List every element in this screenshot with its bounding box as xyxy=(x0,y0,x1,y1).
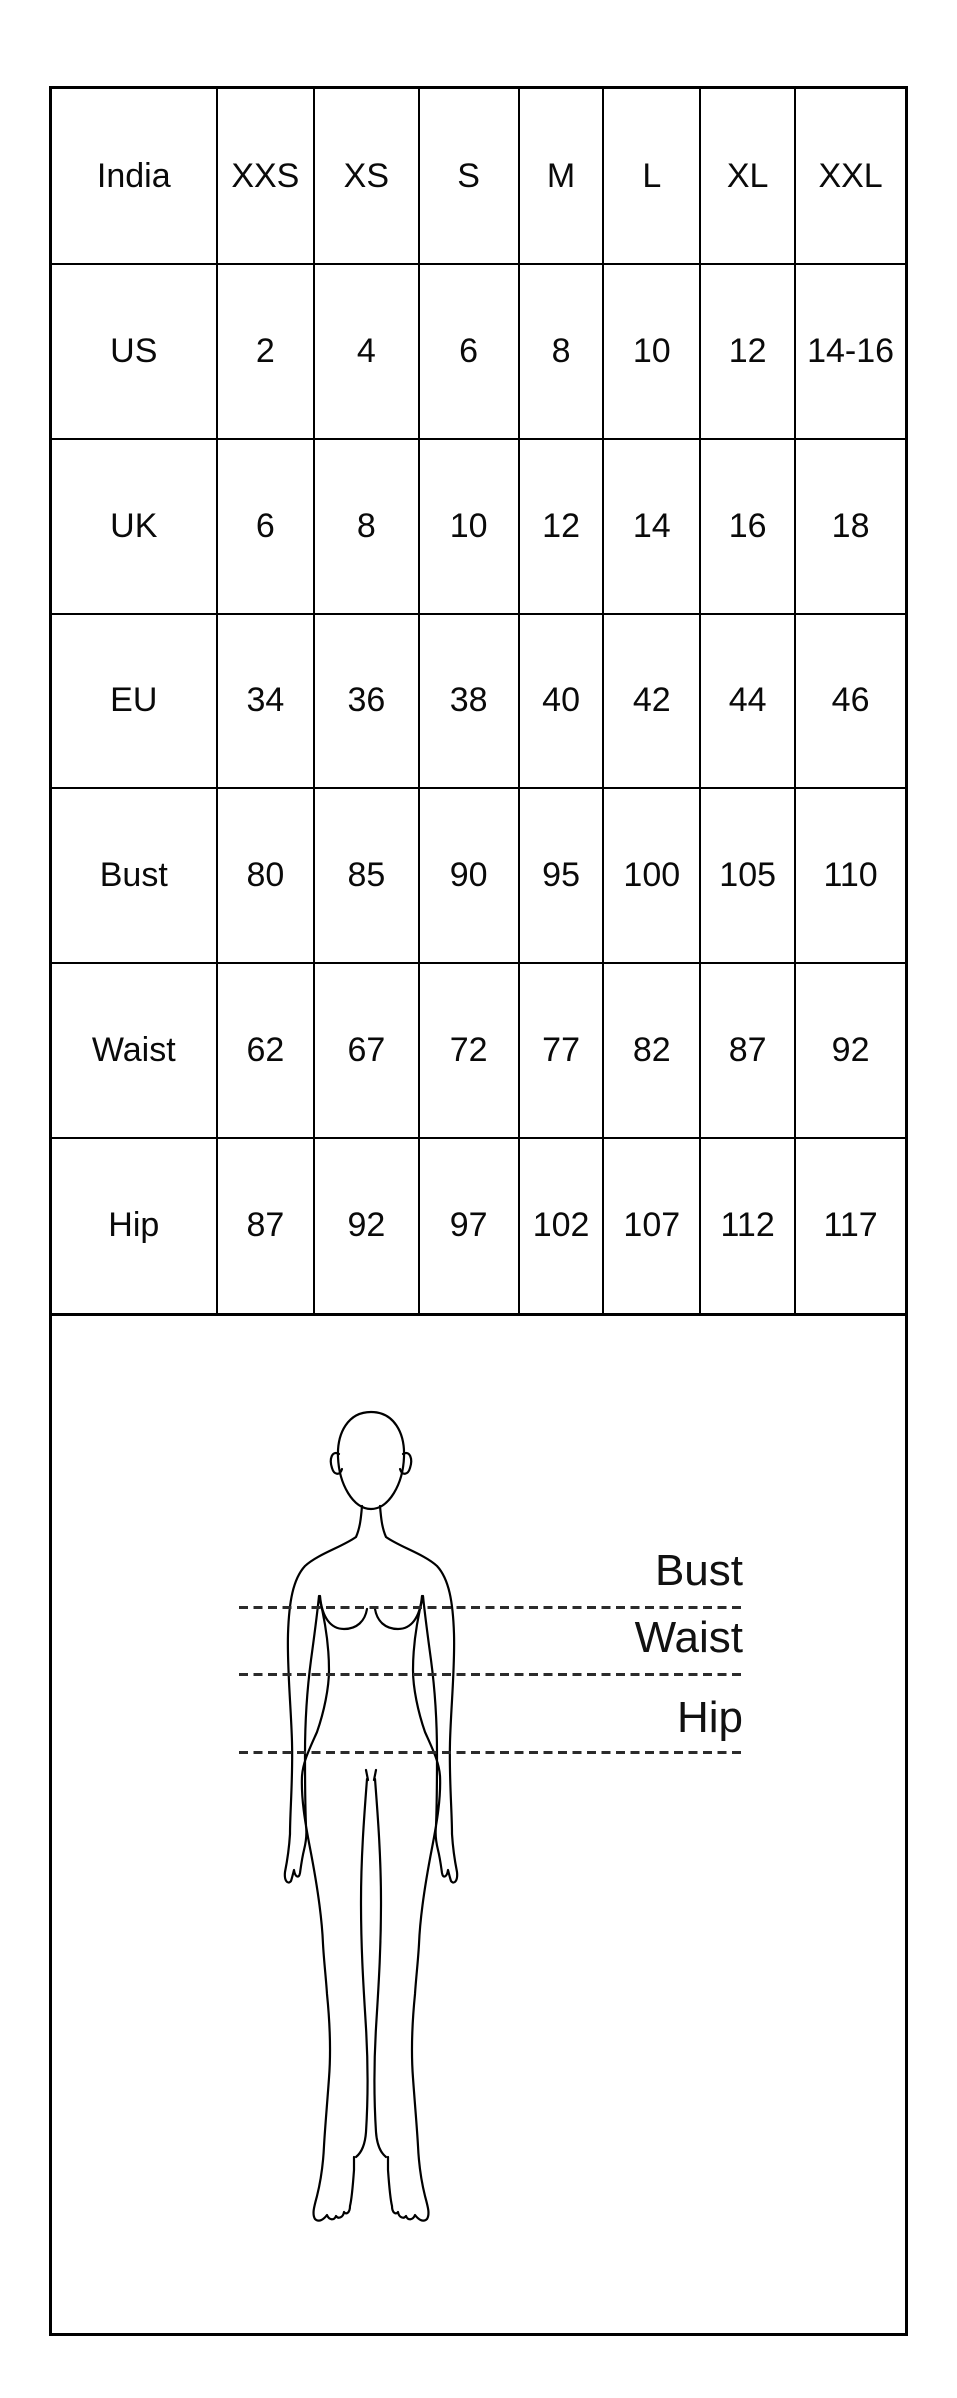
size-cell: 6 xyxy=(419,264,519,439)
size-cell: 92 xyxy=(314,1138,418,1315)
hip-measure-line xyxy=(239,1751,744,1754)
size-cell: 42 xyxy=(603,614,700,789)
header-cell-size: XXS xyxy=(217,88,315,265)
size-cell: 12 xyxy=(519,439,604,614)
header-cell-size: L xyxy=(603,88,700,265)
table-row-header xyxy=(51,88,907,265)
size-cell: 6 xyxy=(217,439,315,614)
size-cell: 10 xyxy=(603,264,700,439)
measurement-diagram xyxy=(49,1316,908,2336)
size-cell: 62 xyxy=(217,963,315,1138)
size-cell: 4 xyxy=(314,264,418,439)
size-cell: 46 xyxy=(795,614,906,789)
size-cell: 87 xyxy=(700,963,795,1138)
row-label: EU xyxy=(51,614,217,789)
size-cell: 97 xyxy=(419,1138,519,1315)
table-row-us xyxy=(51,264,907,439)
header-cell-size: M xyxy=(519,88,604,265)
female-body-outline-illustration xyxy=(276,1406,466,2236)
header-cell-size: XS xyxy=(314,88,418,265)
size-cell: 67 xyxy=(314,963,418,1138)
size-cell: 18 xyxy=(795,439,906,614)
size-cell: 2 xyxy=(217,264,315,439)
size-cell: 82 xyxy=(603,963,700,1138)
size-cell: 107 xyxy=(603,1138,700,1315)
size-cell: 40 xyxy=(519,614,604,789)
size-cell: 90 xyxy=(419,788,519,963)
size-cell: 34 xyxy=(217,614,315,789)
header-cell-size: S xyxy=(419,88,519,265)
size-cell: 8 xyxy=(519,264,604,439)
size-cell: 14-16 xyxy=(795,264,906,439)
size-chart-table xyxy=(49,86,908,1316)
size-guide-sheet xyxy=(49,86,908,2336)
size-cell: 80 xyxy=(217,788,315,963)
figure-head xyxy=(338,1412,404,1509)
size-cell: 72 xyxy=(419,963,519,1138)
size-cell: 112 xyxy=(700,1138,795,1315)
bust-label: Bust xyxy=(654,1546,743,1595)
header-cell-size: XXL xyxy=(795,88,906,265)
table-row-waist xyxy=(51,963,907,1138)
size-cell: 85 xyxy=(314,788,418,963)
size-cell: 44 xyxy=(700,614,795,789)
table-row-uk xyxy=(51,439,907,614)
hip-label: Hip xyxy=(676,1693,743,1742)
size-cell: 110 xyxy=(795,788,906,963)
row-label: Hip xyxy=(51,1138,217,1315)
size-cell: 117 xyxy=(795,1138,906,1315)
size-cell: 10 xyxy=(419,439,519,614)
size-cell: 100 xyxy=(603,788,700,963)
size-cell: 14 xyxy=(603,439,700,614)
size-cell: 77 xyxy=(519,963,604,1138)
size-cell: 16 xyxy=(700,439,795,614)
header-cell-size: XL xyxy=(700,88,795,265)
table-row-eu xyxy=(51,614,907,789)
row-label: Waist xyxy=(51,963,217,1138)
table-row-bust xyxy=(51,788,907,963)
table-row-hip xyxy=(51,1138,907,1315)
waist-measure-line xyxy=(239,1673,744,1676)
waist-label: Waist xyxy=(634,1613,743,1662)
size-cell: 8 xyxy=(314,439,418,614)
row-label: UK xyxy=(51,439,217,614)
size-cell: 105 xyxy=(700,788,795,963)
row-label: Bust xyxy=(51,788,217,963)
size-cell: 36 xyxy=(314,614,418,789)
size-cell: 38 xyxy=(419,614,519,789)
header-cell-region: India xyxy=(51,88,217,265)
size-cell: 102 xyxy=(519,1138,604,1315)
size-cell: 95 xyxy=(519,788,604,963)
row-label: US xyxy=(51,264,217,439)
bust-measure-line xyxy=(239,1606,744,1609)
size-cell: 12 xyxy=(700,264,795,439)
size-cell: 92 xyxy=(795,963,906,1138)
size-cell: 87 xyxy=(217,1138,315,1315)
